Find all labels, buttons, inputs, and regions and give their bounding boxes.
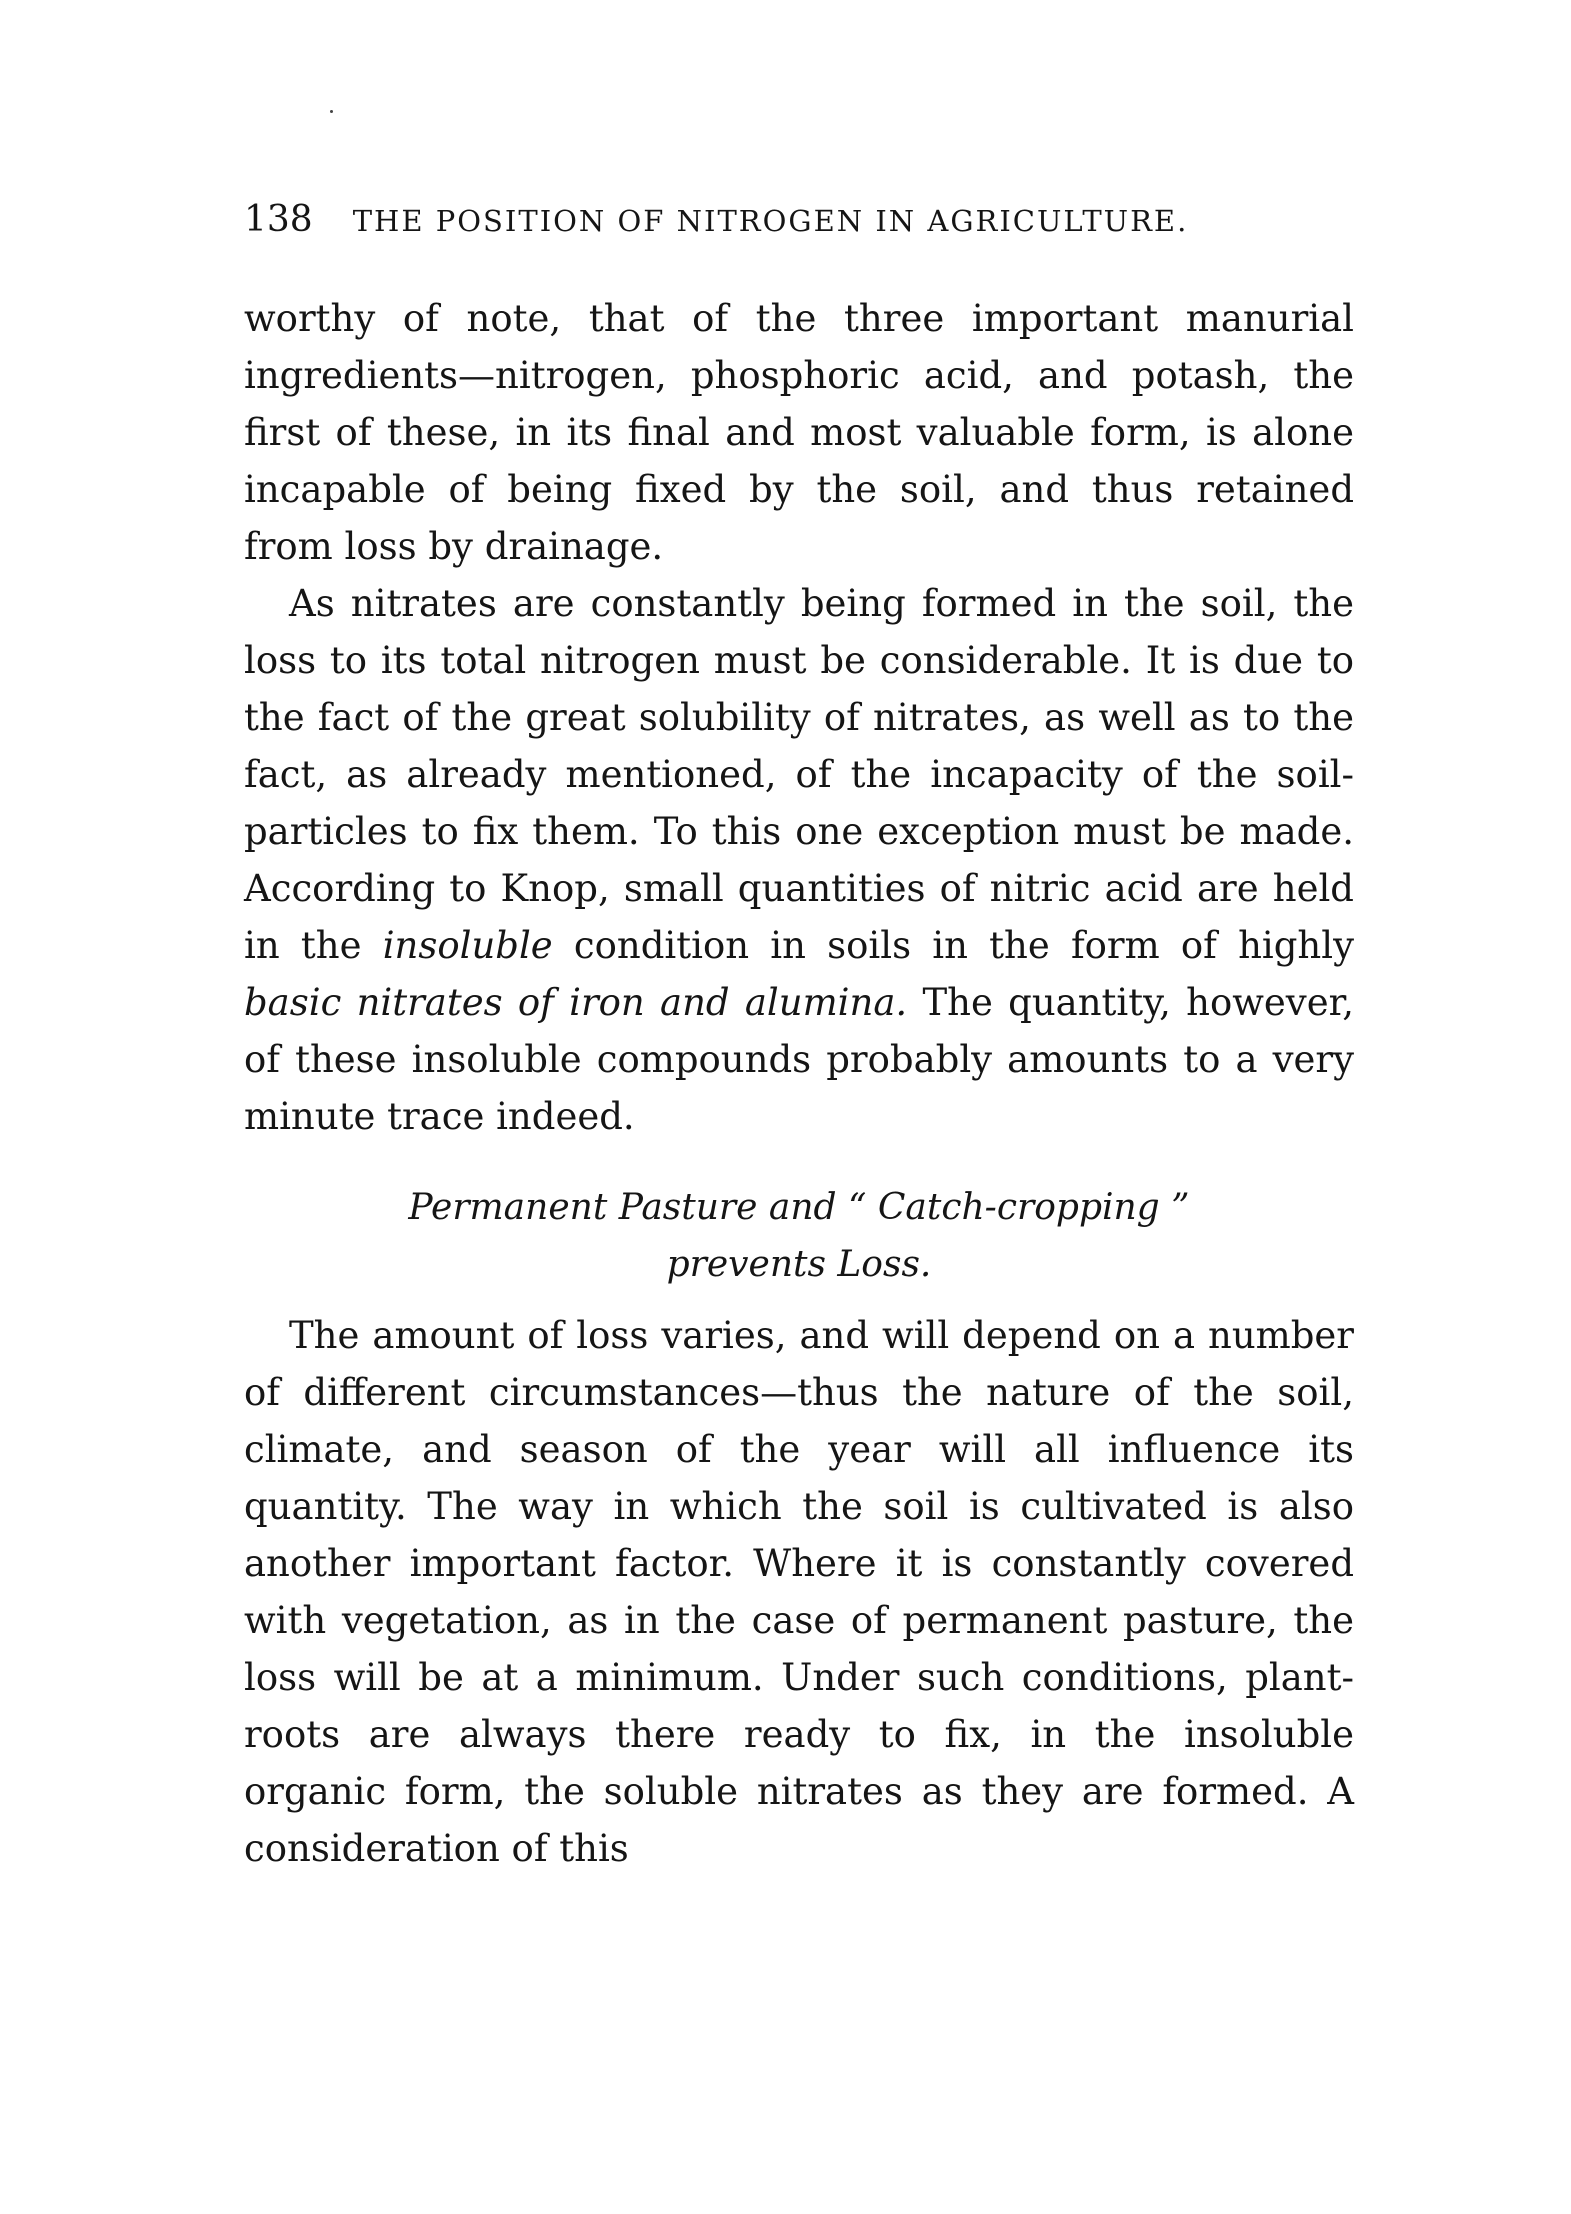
speck-mark [330, 110, 333, 113]
running-header [244, 200, 1364, 242]
running-title: THE POSITION OF NITROGEN IN AGRICULTURE. [352, 204, 1189, 238]
paragraph-text: As nitrates are constantly being formed in the soil, the loss to its total nitrogen must be considerable. It is due to the fact of the great solubility of nitrates, as well as to the fact, as already mentioned, of the incapacity of the soil-particles to fix them. To this one exception must be made. According to Knop, small quantities of nitric acid are held in the [244, 582, 1354, 967]
paragraph-continued: worthy of note, that of the three important manurial ingredients—nitrogen, phosphoric acid, and potash, the first of these, in its final and most valuable form, is alone incapable of being fixed by the soil, and thus retained from loss by drainage. [244, 297, 1354, 568]
paragraph-nitrates [244, 575, 1354, 1145]
italic-term: basic nitrates of iron and alumina. [244, 981, 908, 1024]
section-heading-line: Permanent Pasture and “ Catch-cropping ” [408, 1187, 1190, 1228]
italic-term: insoluble [382, 924, 553, 967]
section-heading [244, 1179, 1354, 1293]
paragraph-text: The quantity, however, of these insoluble compounds probably amounts to a very minute trace indeed. [244, 981, 1354, 1138]
page-body [244, 290, 1354, 1877]
paragraph-text: condition in soils in the form of highly [552, 924, 1355, 967]
page-number: 138 [244, 199, 313, 240]
section-heading-line: prevents Loss. [666, 1244, 932, 1285]
paragraph-loss: The amount of loss varies, and will depend on a number of different circumstances—thus the nature of the soil, climate, and season of the year will all influence its quantity. The way in which the soil is cultivated is also another important factor. Where it is constantly covered with vegetation, as in the case of permanent pasture, the loss will be at a minimum. Under such conditions, plant-roots are always there ready to fix, in the insoluble organic form, the soluble nitrates as they are formed. A consideration of this [244, 1314, 1354, 1870]
